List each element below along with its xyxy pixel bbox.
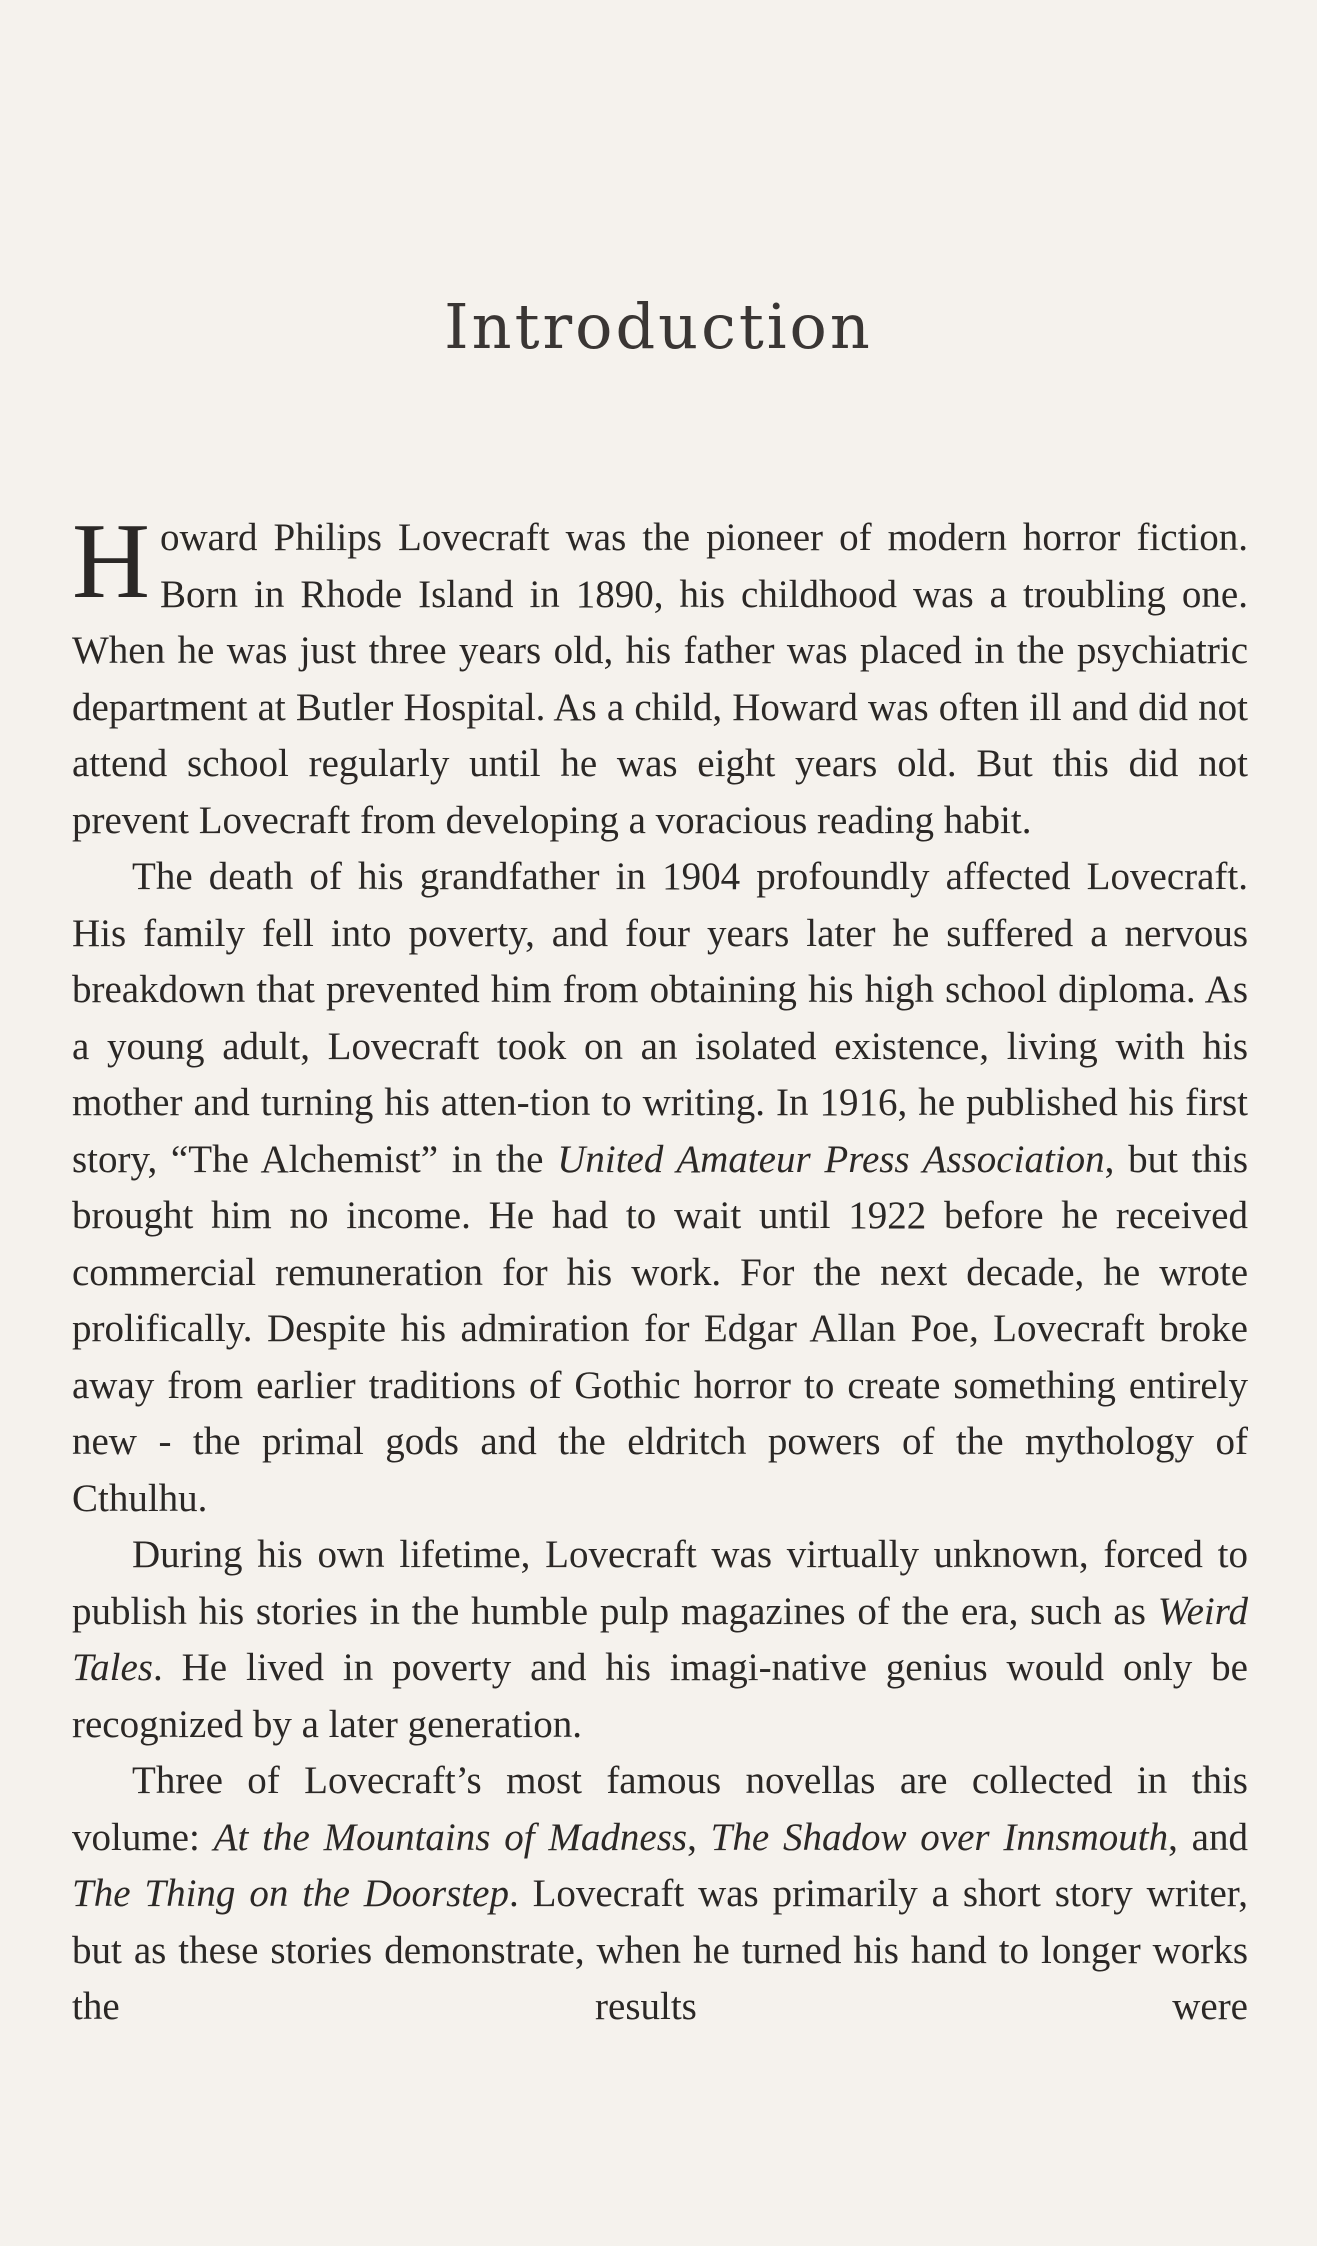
paragraph-4 [72,1753,1248,2036]
novella-title-2: The Shadow over Innsmouth [710,1815,1169,1859]
body-text [72,502,1248,2036]
paragraph-1 [72,502,1248,849]
chapter-title: Introduction [444,290,873,363]
drop-cap: H [72,502,150,621]
paragraph-1-text: oward Philips Lovecraft was the pioneer of modern horror fiction. Born in Rhode Island in 1890, his childhood was a troubling one. When he was just three years old, his father was placed in the psychiatric department at Butler Hospital. As a child, Howard was often ill and did not attend school regularly until he was eight years old. But this did not prevent Lovecraft from developing a voracious reading habit. [72,516,1248,842]
paragraph-4-text-b: , [687,1815,711,1859]
paragraph-4-text-c: , and [1168,1815,1248,1859]
publication-title: United Amateur Press Association [557,1137,1105,1181]
magazine-title: Weird Tales [72,1589,1248,1689]
paragraph-2-text-b: , but this brought him no income. He had to wait until 1922 before he received commercial remuneration for his work. For the next decade, he wrote prolifically. Despite his admiration for Edgar Allan Poe, Lovecraft broke away from earlier traditions of Gothic horror to create something entirely new - the primal gods and the eldritch powers of the mythology of Cthulhu. [72,1137,1248,1520]
paragraph-4-text-a: Three of Lovecraft’s most famous novellas are collected in this volume: [72,1759,1248,1859]
paragraph-4-text-d: . Lovecraft was primarily a short story writer, but as these stories demonstrate, when he turned his hand to longer works the results were [72,1872,1248,2028]
novella-title-3: The Thing on the Doorstep [72,1872,509,1915]
novella-title-1: At the Mountains of Madness [213,1815,688,1859]
paragraph-3 [72,1527,1248,1753]
paragraph-2 [72,849,1248,1527]
paragraph-3-text-b: . He lived in poverty and his imagi-native genius would only be recognized by a later generation. [72,1646,1248,1746]
paragraph-3-text-a: During his own lifetime, Lovecraft was virtually unknown, forced to publish his stories in the humble pulp magazines of the era, such as [72,1533,1248,1633]
paragraph-2-text-a: The death of his grandfather in 1904 profoundly affected Lovecraft. His family fell into poverty, and four years later he suffered a nervous breakdown that prevented him from obtaining his high school diploma. As a young adult, Lovecraft took on an isolated existence, living with his mother and turning his atten-tion to writing. In 1916, he published his first story, “The Alchemist” in the [72,855,1248,1181]
